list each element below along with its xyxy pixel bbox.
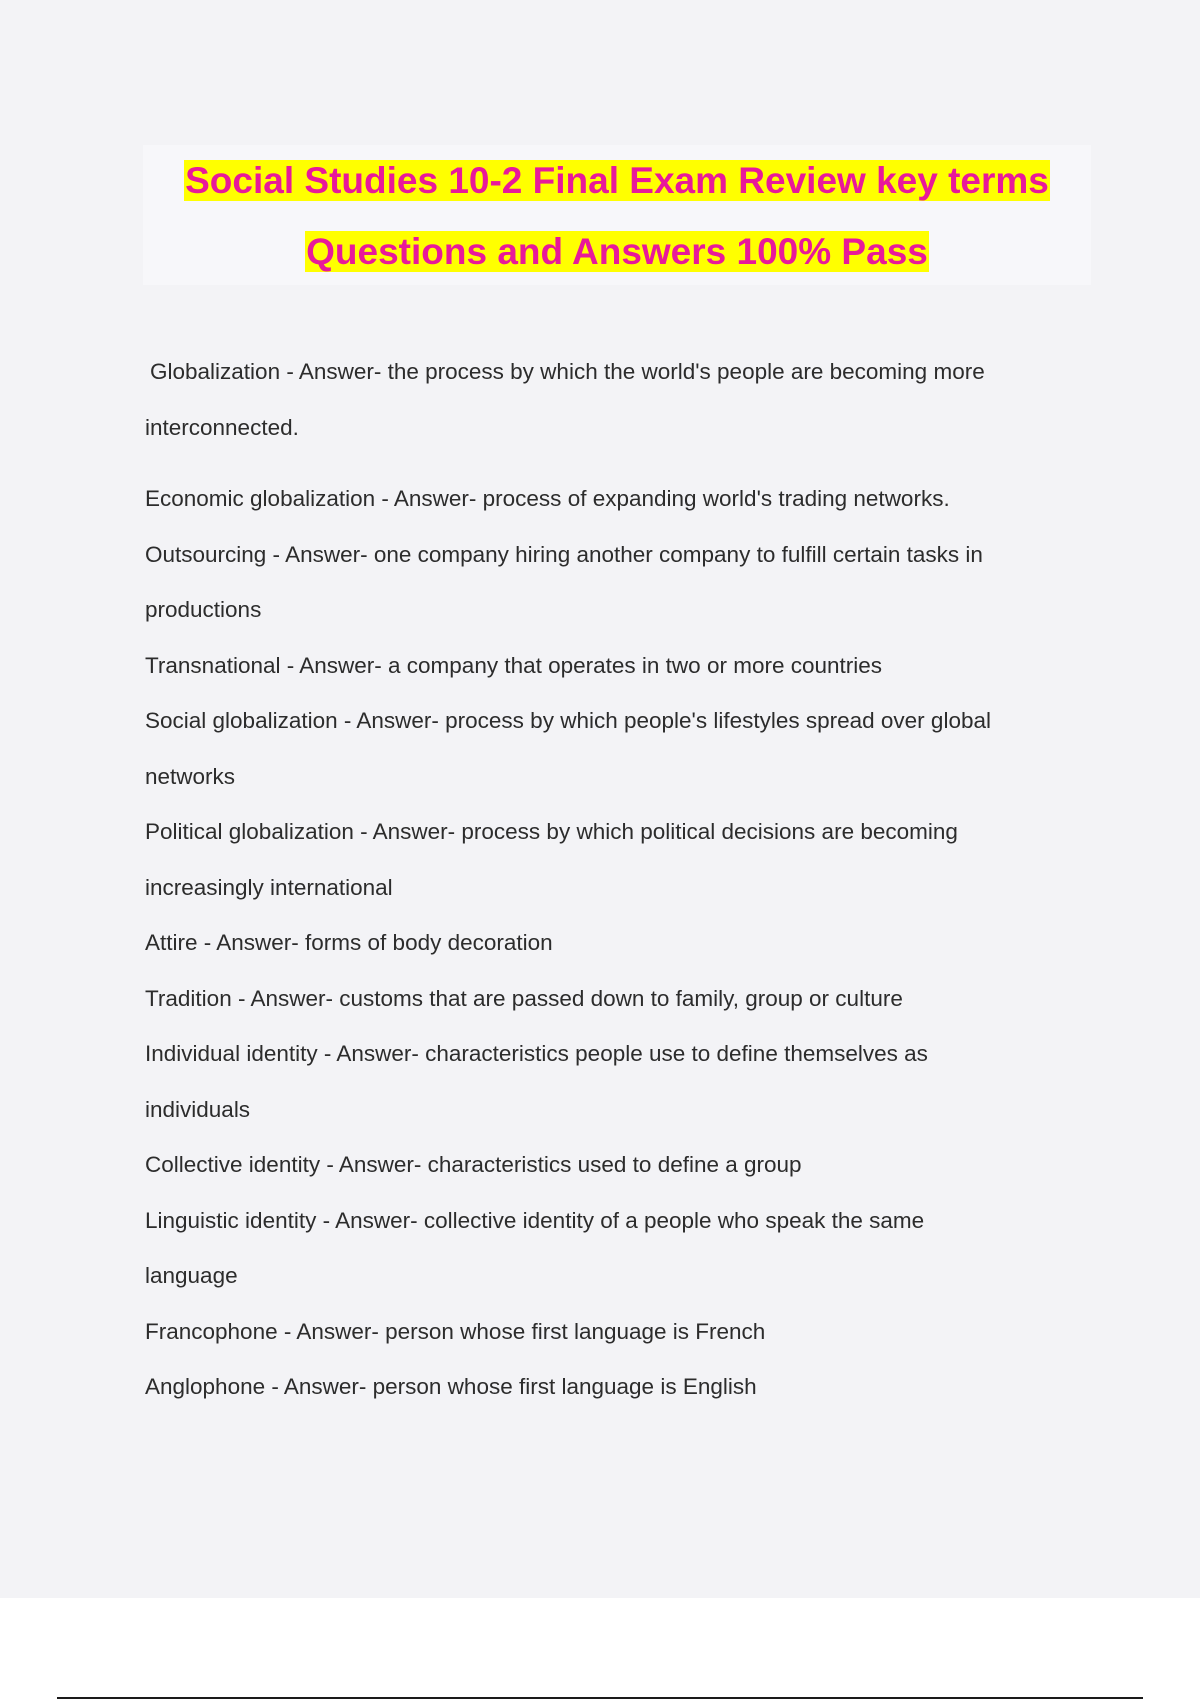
term-entry-outsourcing [145, 527, 1075, 638]
term-entry-attire [145, 915, 1075, 971]
entry-line: Anglophone - Answer- person whose first language is English [145, 1374, 757, 1399]
term-entry-francophone [145, 1304, 1075, 1360]
term-entry-collective-identity [145, 1137, 1075, 1193]
entry-line: Attire - Answer- forms of body decoration [145, 930, 553, 955]
title-line-2 [143, 216, 1091, 287]
page-title [143, 145, 1091, 285]
entry-line: Transnational - Answer- a company that operates in two or more countries [145, 652, 883, 678]
term-entry-transnational [145, 638, 1075, 694]
entry-line: Economic globalization - Answer- process of expanding world's trading networks. [145, 486, 950, 511]
next-page-divider [57, 1697, 1143, 1699]
terms-list [145, 344, 1075, 1415]
term-entry-political-globalization [145, 804, 1075, 915]
title-highlight-2: Questions and Answers 100% Pass [306, 231, 928, 272]
entry-line: Linguistic identity - Answer- collective identity of a people who speak the same [145, 1207, 925, 1233]
title-line-1 [143, 145, 1091, 216]
entry-line: Individual identity - Answer- characteristics people use to define themselves as [145, 1041, 928, 1066]
entry-line: Social globalization - Answer- process by which people's lifestyles spread over global [145, 708, 991, 733]
entry-line: Political globalization - Answer- process by which political decisions are becoming [145, 819, 958, 844]
term-entry-individual-identity [145, 1026, 1075, 1137]
entry-line-continued: networks [145, 763, 236, 789]
entry-line-continued: increasingly international [145, 874, 393, 900]
entry-line-continued: interconnected. [145, 414, 299, 440]
entry-line: Globalization - Answer- the process by which the world's people are becoming more [150, 359, 985, 384]
entry-line-continued: productions [145, 597, 262, 622]
entry-line: Tradition - Answer- customs that are passed down to family, group or culture [145, 985, 903, 1011]
entry-line-continued: individuals [145, 1096, 251, 1122]
term-entry-economic-globalization [145, 471, 1075, 527]
term-entry-tradition [145, 971, 1075, 1027]
entry-line-continued: language [145, 1263, 238, 1288]
term-entry-globalization [145, 344, 1075, 455]
entry-line: Collective identity - Answer- characteristics used to define a group [145, 1152, 802, 1177]
term-entry-linguistic-identity [145, 1193, 1075, 1304]
entry-line: Outsourcing - Answer- one company hiring another company to fulfill certain tasks in [145, 541, 983, 567]
term-entry-social-globalization [145, 693, 1075, 804]
title-highlight-1: Social Studies 10-2 Final Exam Review key terms [185, 160, 1049, 201]
term-entry-anglophone [145, 1359, 1075, 1415]
entry-line: Francophone - Answer- person whose first language is French [145, 1318, 766, 1344]
